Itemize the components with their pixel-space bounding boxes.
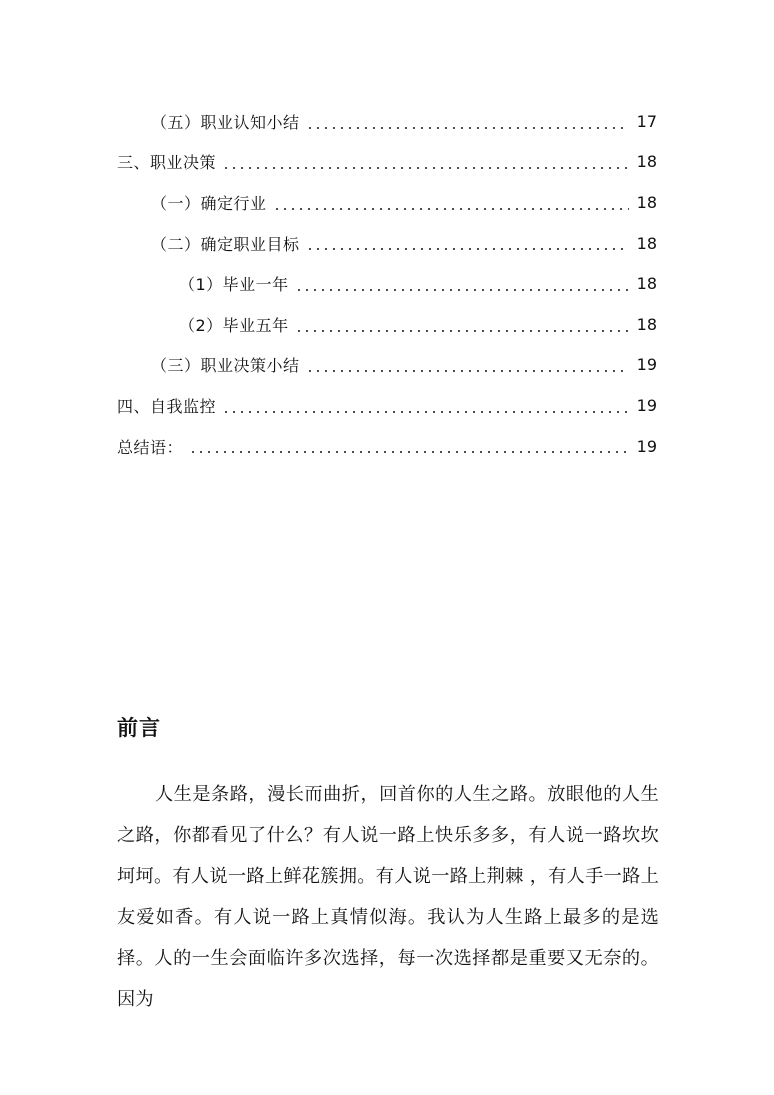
toc-leader-dots	[295, 330, 629, 332]
toc-entry[interactable]	[117, 142, 657, 183]
toc-entry[interactable]	[117, 426, 657, 467]
toc-entry-title: （二）确定职业目标	[151, 234, 300, 254]
toc-entry-title: 总结语：	[117, 437, 184, 457]
toc-leader-dots	[295, 289, 629, 291]
toc-leader-dots	[273, 208, 629, 210]
toc-entry-title: （1）毕业一年	[179, 275, 289, 295]
preface-heading: 前言	[117, 716, 161, 740]
toc-entry[interactable]	[117, 182, 657, 223]
toc-entry-page: 19	[636, 395, 657, 415]
toc-entry-page: 19	[636, 436, 657, 456]
toc-entry-title: （一）确定行业	[151, 193, 267, 213]
toc-entry[interactable]	[117, 345, 657, 386]
toc-leader-dots	[306, 248, 629, 250]
toc-entry[interactable]	[117, 263, 657, 304]
toc-entry-page: 18	[636, 192, 657, 212]
preface-paragraph: 人生是条路，漫长而曲折，回首你的人生之路。放眼他的人生之路，你都看见了什么？有人说一路上快乐多多，有人说一路坎坎坷坷。有人说一路上鲜花簇拥。有人说一路上荆棘 ，有人手一路上友爱如香。有人说一路上真情似海。我认为人生路上最多的是选择。人的一生会面临许多次选择，每一次选择都是重要又无奈的。因为	[117, 784, 659, 1010]
toc-entry-title: （三）职业决策小结	[151, 356, 300, 376]
toc-entry[interactable]	[117, 385, 657, 426]
toc-entry-page: 18	[636, 152, 657, 172]
toc-entry-page: 19	[636, 355, 657, 375]
toc-entry[interactable]	[117, 304, 657, 345]
toc-entry-title: 四、自我监控	[117, 396, 217, 416]
toc-entry[interactable]	[117, 223, 657, 264]
toc-entry-page: 18	[636, 274, 657, 294]
toc-leader-dots	[189, 451, 629, 453]
table-of-contents	[117, 101, 657, 466]
toc-leader-dots	[222, 411, 629, 413]
toc-leader-dots	[306, 127, 629, 129]
toc-entry-page: 17	[636, 111, 657, 131]
toc-entry-title: 三、职业决策	[117, 153, 217, 173]
toc-leader-dots	[222, 167, 629, 169]
toc-entry-page: 18	[636, 314, 657, 334]
toc-entry-title: （五）职业认知小结	[151, 112, 300, 132]
toc-entry-page: 18	[636, 233, 657, 253]
toc-entry[interactable]	[117, 101, 657, 142]
toc-entry-title: （2）毕业五年	[179, 315, 289, 335]
toc-leader-dots	[306, 370, 629, 372]
